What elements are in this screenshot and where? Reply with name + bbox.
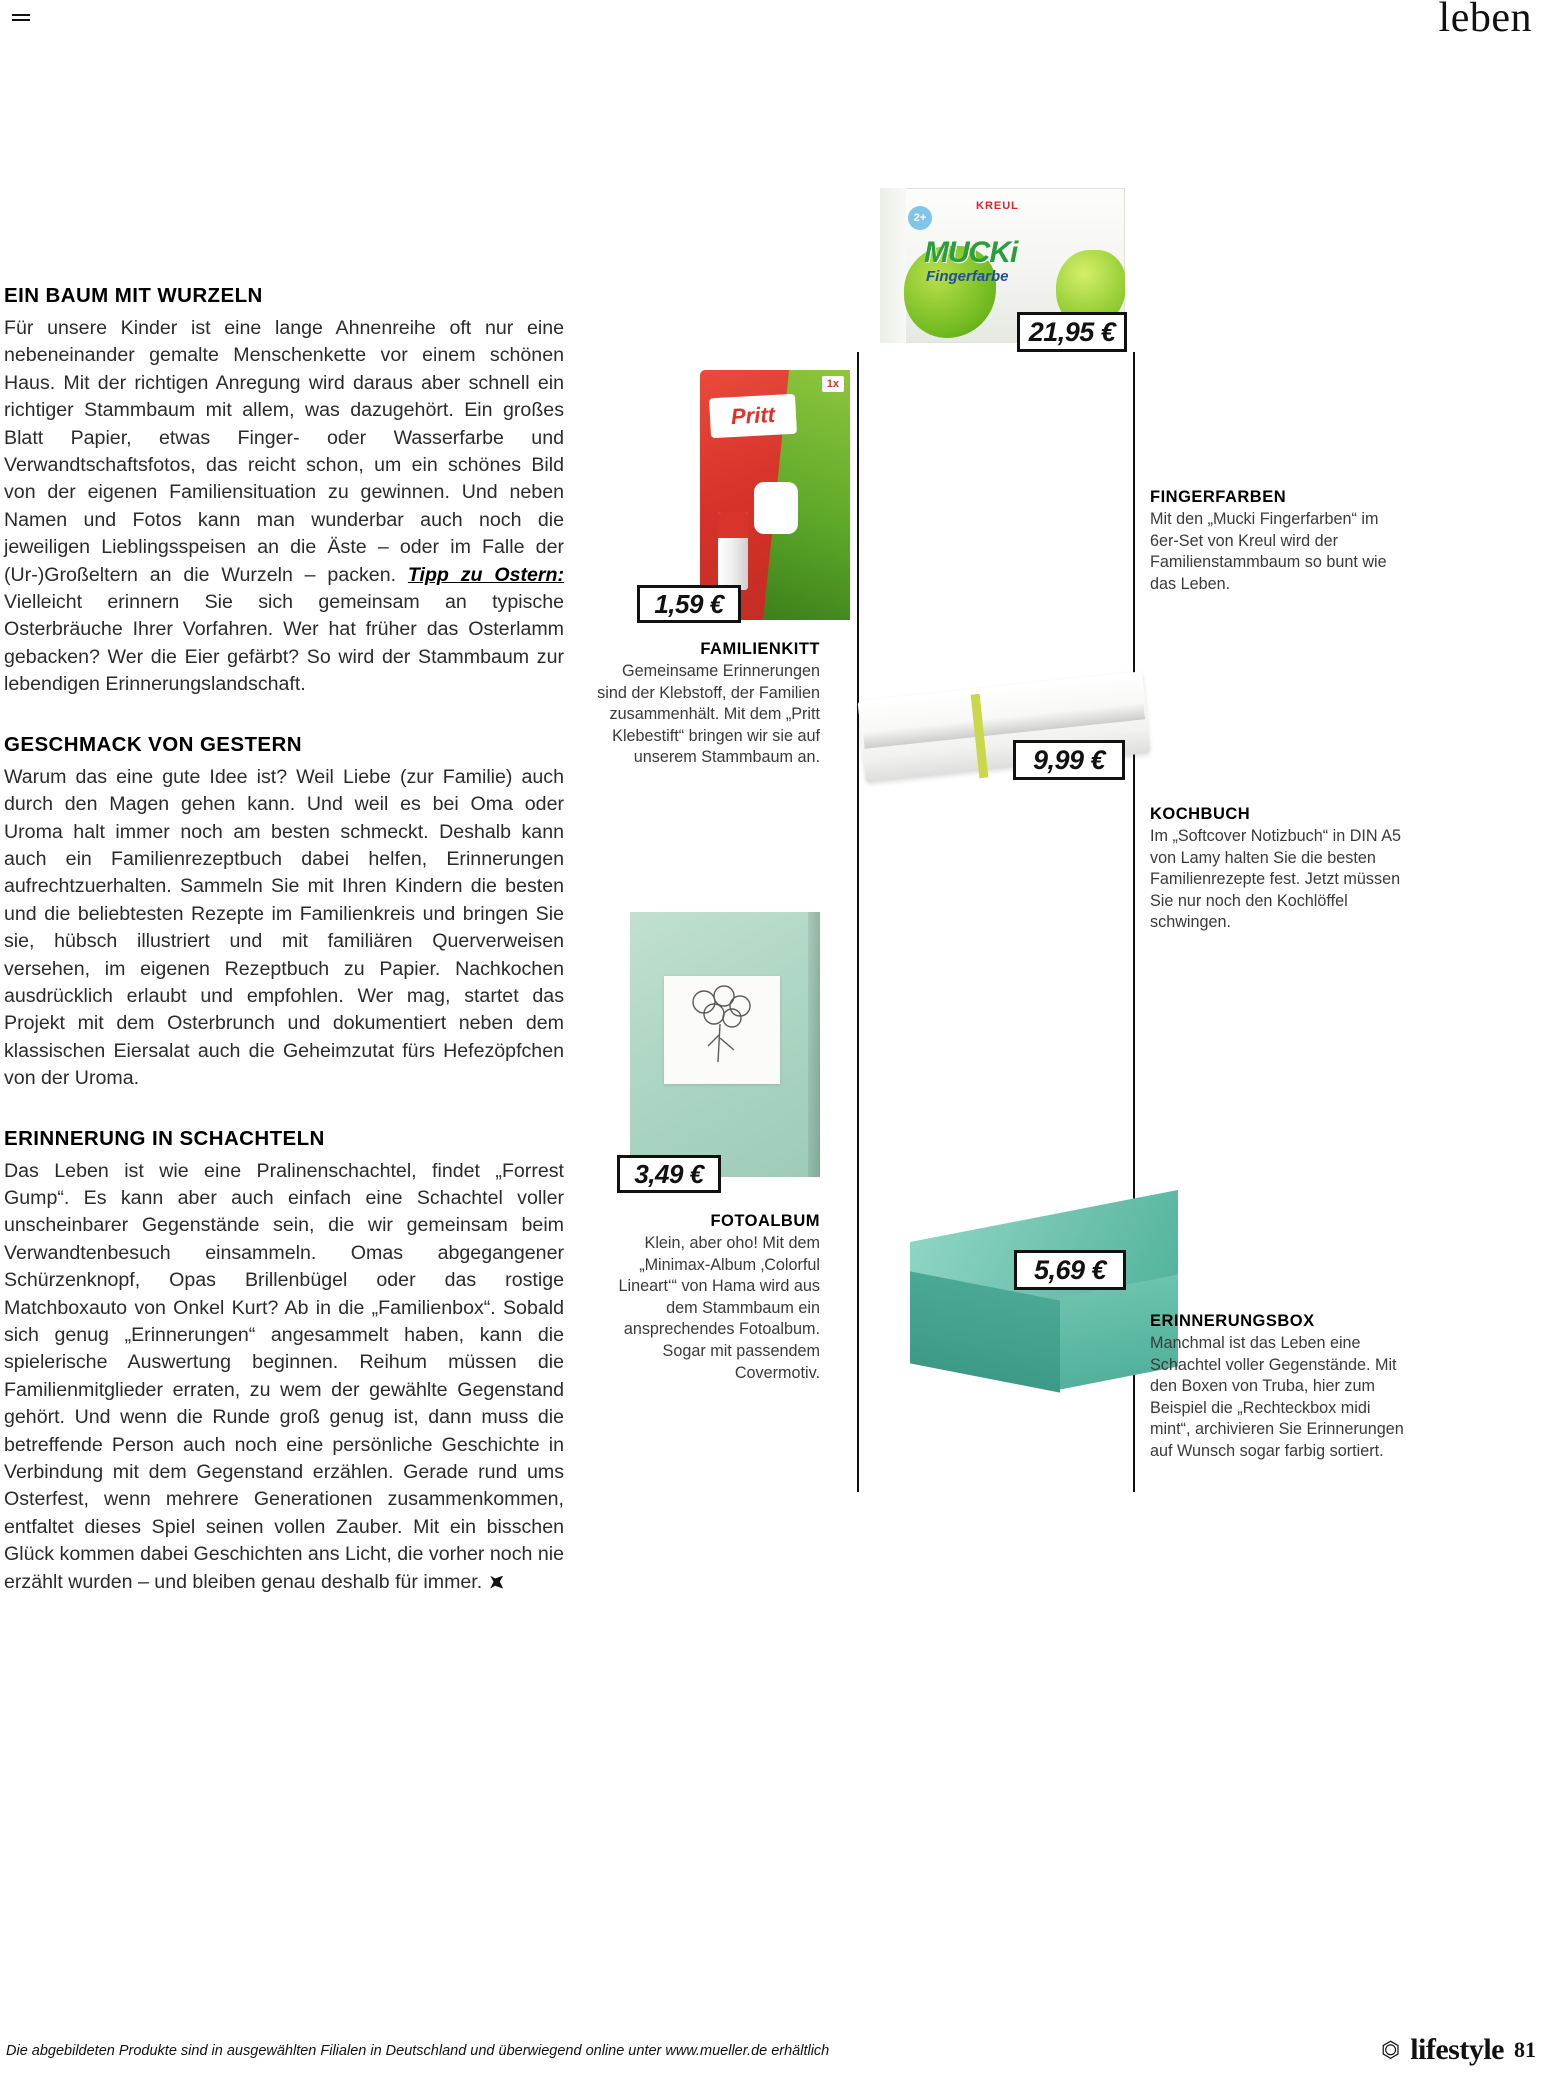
column-divider-left: [857, 352, 859, 1492]
product-caption-kochbuch: [1150, 805, 1405, 934]
section-title: leben: [1438, 0, 1532, 41]
album-spine: [808, 912, 820, 1177]
price-tag-fotoalbum: 3,49 €: [617, 1155, 721, 1193]
section-paragraph-2: Warum das eine gute Idee ist? Weil Liebe (zur Familie) auch durch den Magen gehen kann. Und weil es bei Oma oder Uroma halt immer noch am besten schmeckt. Deshalb kann auch ein Familienrezeptbuch dabei helfen, Erinnerungen aufrechtzuerhalten. Sammeln Sie mit Ihren Kindern die besten und die beliebtesten Rezepte im Familienkreis und bringen Sie sie, hübsch illustriert und mit familiären Querverweisen versehen, im eigenen Rezeptbuch zu Papier. Nachkochen ausdrücklich erlaubt und empfohlen. Wer mag, startet das Projekt mit dem Osterbrunch und dokumentiert neben dem klassischen Eiersalat auch die Geheimzutat fürs Hefezöpfchen von der Uroma.: [4, 765, 564, 1090]
price-tag-fingerfarben: 21,95 €: [1017, 312, 1127, 352]
glue-stick-icon: [718, 512, 748, 590]
paragraph-3-text: Das Leben ist wie eine Pralinenschachtel, findet „Forrest Gump“. Es kann aber auch einfach eine Schachtel voller unscheinbarer Gegenstände sein, die wir gemeinsam beim Verwandtenbesuch einsammeln. Omas abgegangener Schürzenknopf, Opas Brillenbügel oder das rostige Matchboxauto von Onkel Kurt? Ab in die „Familienbox“. Sobald sich genug „Erinnerungen“ angesammelt haben, kann die spielerische Auswertung beginnen. Reihum müssen die Familienmitglieder erraten, zu wem der gewählte Gegenstand gehört. Und wenn die Runde groß genug ist, dann muss die betreffende Person auch noch eine persönliche Geschichte in Verbindung mit dem Gegenstand erzählen. Gerade rund ums Osterfest, wenn mehrere Generationen zusammenkommen, entfaltet dieses Spiel seinen vollen Zauber. Mit ein bisschen Glück kommen dabei Geschichten ans Licht, die vorher noch nie erzählt wurden – und bleiben genau deshalb für immer.: [4, 1159, 564, 1593]
age-badge: 2+: [908, 206, 932, 230]
bowtie-logo-icon: ⏣: [1380, 2037, 1401, 2062]
page-number: 81: [1514, 2037, 1536, 2062]
tip-label: Tipp zu Ostern:: [407, 563, 565, 586]
product-caption-fotoalbum: [595, 1212, 820, 1384]
product-desc-erinnerungsbox: Manchmal ist das Leben eine Schachtel voller Gegenstände. Mit den Boxen von Truba, hier zum Beispiel die „Rechteckbox midi mint“, archivieren Sie Erinnerungen auf Wunsch sogar farbig sortiert.: [1150, 1334, 1404, 1460]
footer-disclaimer: Die abgebildeten Produkte sind in ausgewählten Filialen in Deutschland und überwiegend online unter www.mueller.de erhältlich: [6, 2043, 830, 2059]
album-cover-label: [664, 976, 780, 1084]
product-image-fotoalbum: [630, 912, 820, 1177]
section-heading-3: ERINNERUNG IN SCHACHTELN: [4, 1126, 325, 1150]
product-title-kochbuch: KOCHBUCH: [1150, 805, 1251, 823]
product-desc-kochbuch: Im „Softcover Notizbuch“ in DIN A5 von Lamy halten Sie die besten Familienrezepte fest. Jetzt müssen Sie nur noch den Kochlöffel schwingen.: [1150, 827, 1401, 932]
product-title-erinnerungsbox: ERINNERUNGSBOX: [1150, 1312, 1315, 1330]
end-mark-icon: [490, 1576, 503, 1589]
brand-mucki-label: MUCKi: [924, 236, 1018, 269]
brand-name: lifestyle: [1410, 2033, 1504, 2066]
product-desc-familienkitt: Gemeinsame Erinnerungen sind der Klebstoff, der Familien zusammenhält. Mit dem „Pritt Klebestift“ bringen wir sie auf unserem Stammbaum an.: [597, 662, 820, 767]
section-paragraph-3: [4, 1158, 564, 1597]
footer-brand-group: [1381, 2033, 1536, 2067]
product-desc-fingerfarben: Mit den „Mucki Fingerfarben“ im 6er-Set von Kreul wird der Familienstammbaum so bunt wie das Leben.: [1150, 510, 1387, 593]
paragraph-1-text: Für unsere Kinder ist eine lange Ahnenreihe oft nur eine nebeneinander gemalte Menschenkette vor einem schönen Haus. Mit der richtigen Anregung wird daraus aber schnell ein richtiger Stammbaum mit allem, was dazugehört. Ein großes Blatt Papier, etwas Finger- oder Wasserfarbe und Verwandtschaftsfotos, das reicht schon, um ein schönes Bild von der eigenen Familiensituation zu gewinnen. Und neben Namen und Fotos kann man wunderbar auch noch die jeweiligen Lieblingsspeisen an die Äste – oder im Falle der (Ur-)Großeltern an die Wurzeln – packen.: [4, 317, 564, 586]
brand-pritt-label: Pritt: [709, 394, 797, 438]
hamburger-mark-icon: [12, 14, 30, 26]
pritt-mascot-icon: [754, 482, 798, 534]
product-title-familienkitt: FAMILIENKITT: [700, 640, 820, 658]
price-tag-familienkitt: 1,59 €: [637, 585, 741, 623]
product-caption-familienkitt: [595, 640, 820, 769]
pritt-badge-label: 1x: [822, 376, 844, 392]
product-title-fotoalbum: FOTOALBUM: [710, 1212, 820, 1230]
family-tree-sketch-icon: [664, 976, 780, 1084]
brand-kreul-label: KREUL: [976, 200, 1019, 212]
price-tag-kochbuch: 9,99 €: [1013, 740, 1125, 780]
product-caption-erinnerungsbox: [1150, 1312, 1405, 1463]
section-heading-2: GESCHMACK VON GESTERN: [4, 732, 302, 756]
article-text-column: [4, 284, 564, 1596]
product-image-familienkitt: [700, 370, 850, 620]
pack-subtitle-label: Fingerfarbe: [926, 268, 1009, 285]
section-paragraph-1: [4, 315, 564, 699]
paragraph-1-after-tip: Vielleicht erinnern Sie sich gemeinsam an typische Osterbräuche Ihrer Vorfahren. Wer hat früher das Osterlamm gebacken? Wer die Eier gefärbt? So wird der Stammbaum zur lebendigen Erinnerungslandschaft.: [4, 591, 564, 696]
page-masthead: [0, 0, 1550, 48]
price-tag-erinnerungsbox: 5,69 €: [1014, 1250, 1126, 1290]
product-caption-fingerfarben: [1150, 488, 1400, 595]
product-title-fingerfarben: FINGERFARBEN: [1150, 488, 1287, 506]
product-desc-fotoalbum: Klein, aber oho! Mit dem „Minimax-Album ‚Colorful Lineart‘“ von Hama wird aus dem Stammbaum ein ansprechendes Fotoalbum. Sogar mit passendem Covermotiv.: [618, 1234, 820, 1382]
section-heading-1: EIN BAUM MIT WURZELN: [4, 284, 263, 307]
